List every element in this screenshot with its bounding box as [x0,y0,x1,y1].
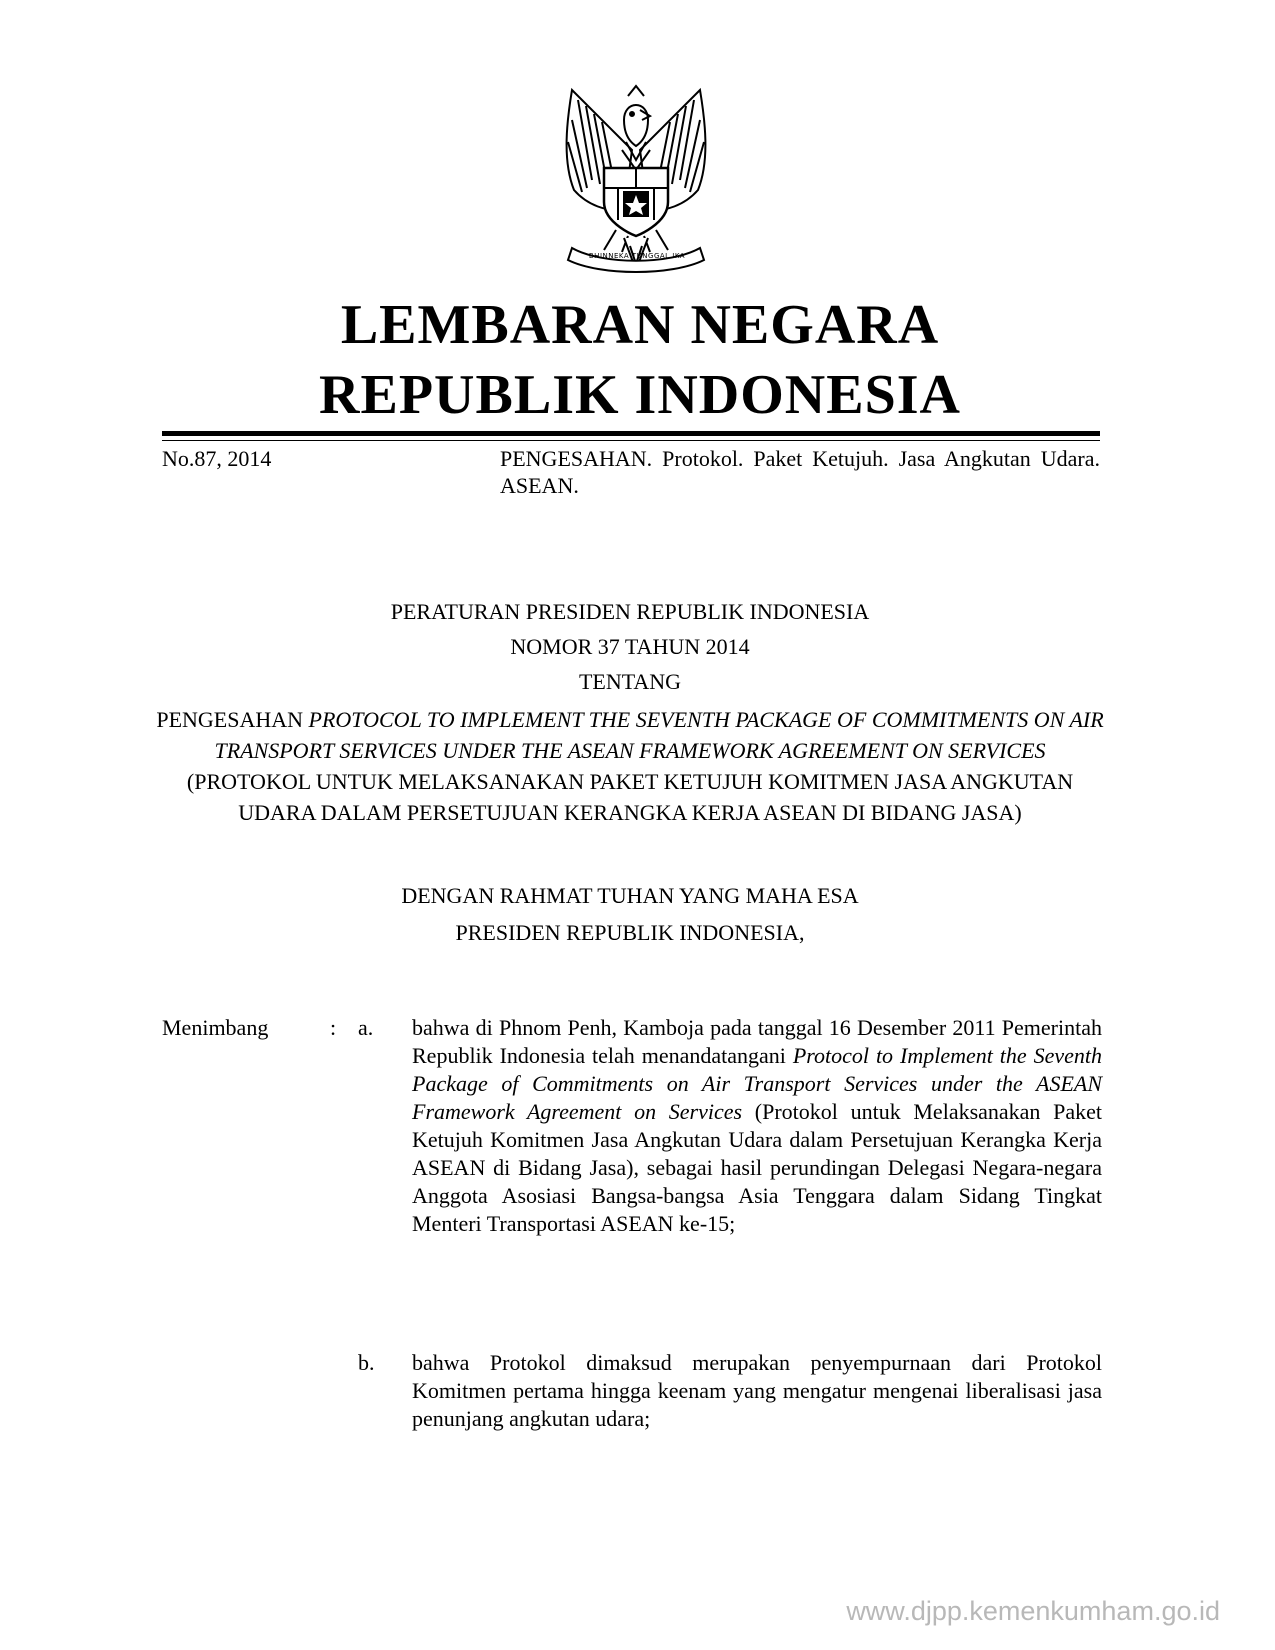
regulation-number: NOMOR 37 TAHUN 2014 [510,634,750,659]
president-line: PRESIDEN REPUBLIK INDONESIA, [455,920,805,945]
gazette-title-line2: REPUBLIK INDONESIA [319,364,961,426]
considering-item-a-italic: Protocol to Implement the Seventh Package of Commitments on Air Transport Services under the ASEAN Framework Agreement on Services [412,1043,1102,1124]
considering-item-a [412,1014,1102,1238]
grace-line: DENGAN RAHMAT TUHAN YANG MAHA ESA [401,883,859,908]
regulation-type: PERATURAN PRESIDEN REPUBLIK INDONESIA [390,599,870,624]
considering-colon: : [330,1015,337,1040]
garuda-emblem-icon [532,80,740,280]
header-rule-thick [162,431,1100,436]
emblem-motto: BHINNEKA TUNGGAL IKA [588,252,686,260]
regulation-subject [150,704,1110,828]
considering-item-b: bahwa Protokol dimaksud merupakan penyempurnaan dari Protokol Komitmen pertama hingga keenam yang mengatur mengenai liberalisasi jasa penunjang angkutan udara; [412,1350,1102,1431]
header-rule-thin [162,440,1100,441]
regulation-subject-indonesian: (PROTOKOL UNTUK MELAKSANAKAN PAKET KETUJUH KOMITMEN JASA ANGKUTAN UDARA DALAM PERSETUJUAN KERANGKA KERJA ASEAN DI BIDANG JASA) [186,769,1074,825]
footer-url: www.djpp.kemenkumham.go.id [846,1596,1220,1626]
gazette-subject: PENGESAHAN. Protokol. Paket Ketujuh. Jasa Angkutan Udara. ASEAN. [500,446,1100,498]
gazette-title-line1: LEMBARAN NEGARA [340,294,940,356]
regulation-about: TENTANG [578,669,682,694]
gazette-number: No.87, 2014 [162,446,272,471]
considering-item-a-text: bahwa di Phnom Penh, Kamboja pada tanggal 16 Desember 2011 Pemerintah Republik Indonesia telah menandatangani [412,1015,1102,1068]
considering-item-a-text-after: (Protokol untuk Melaksanakan Paket Ketujuh Komitmen Jasa Angkutan Udara dalam Persetujuan Kerangka Kerja ASEAN di Bidang Jasa), sebagai hasil perundingan Delegasi Negara-negara Anggota Asosiasi Bangsa-bangsa Asia Tenggara dalam Sidang Tingkat Menteri Transportasi ASEAN ke-15; [412,1099,1102,1236]
considering-letter-a: a. [358,1015,374,1040]
considering-label: Menimbang [162,1015,269,1040]
considering-letter-b: b. [358,1350,375,1375]
regulation-subject-prefix: PENGESAHAN [156,707,309,732]
regulation-subject-english: PROTOCOL TO IMPLEMENT THE SEVENTH PACKAGE OF COMMITMENTS ON AIR TRANSPORT SERVICES UNDER THE ASEAN FRAMEWORK AGREEMENT ON SERVICES [214,707,1104,763]
